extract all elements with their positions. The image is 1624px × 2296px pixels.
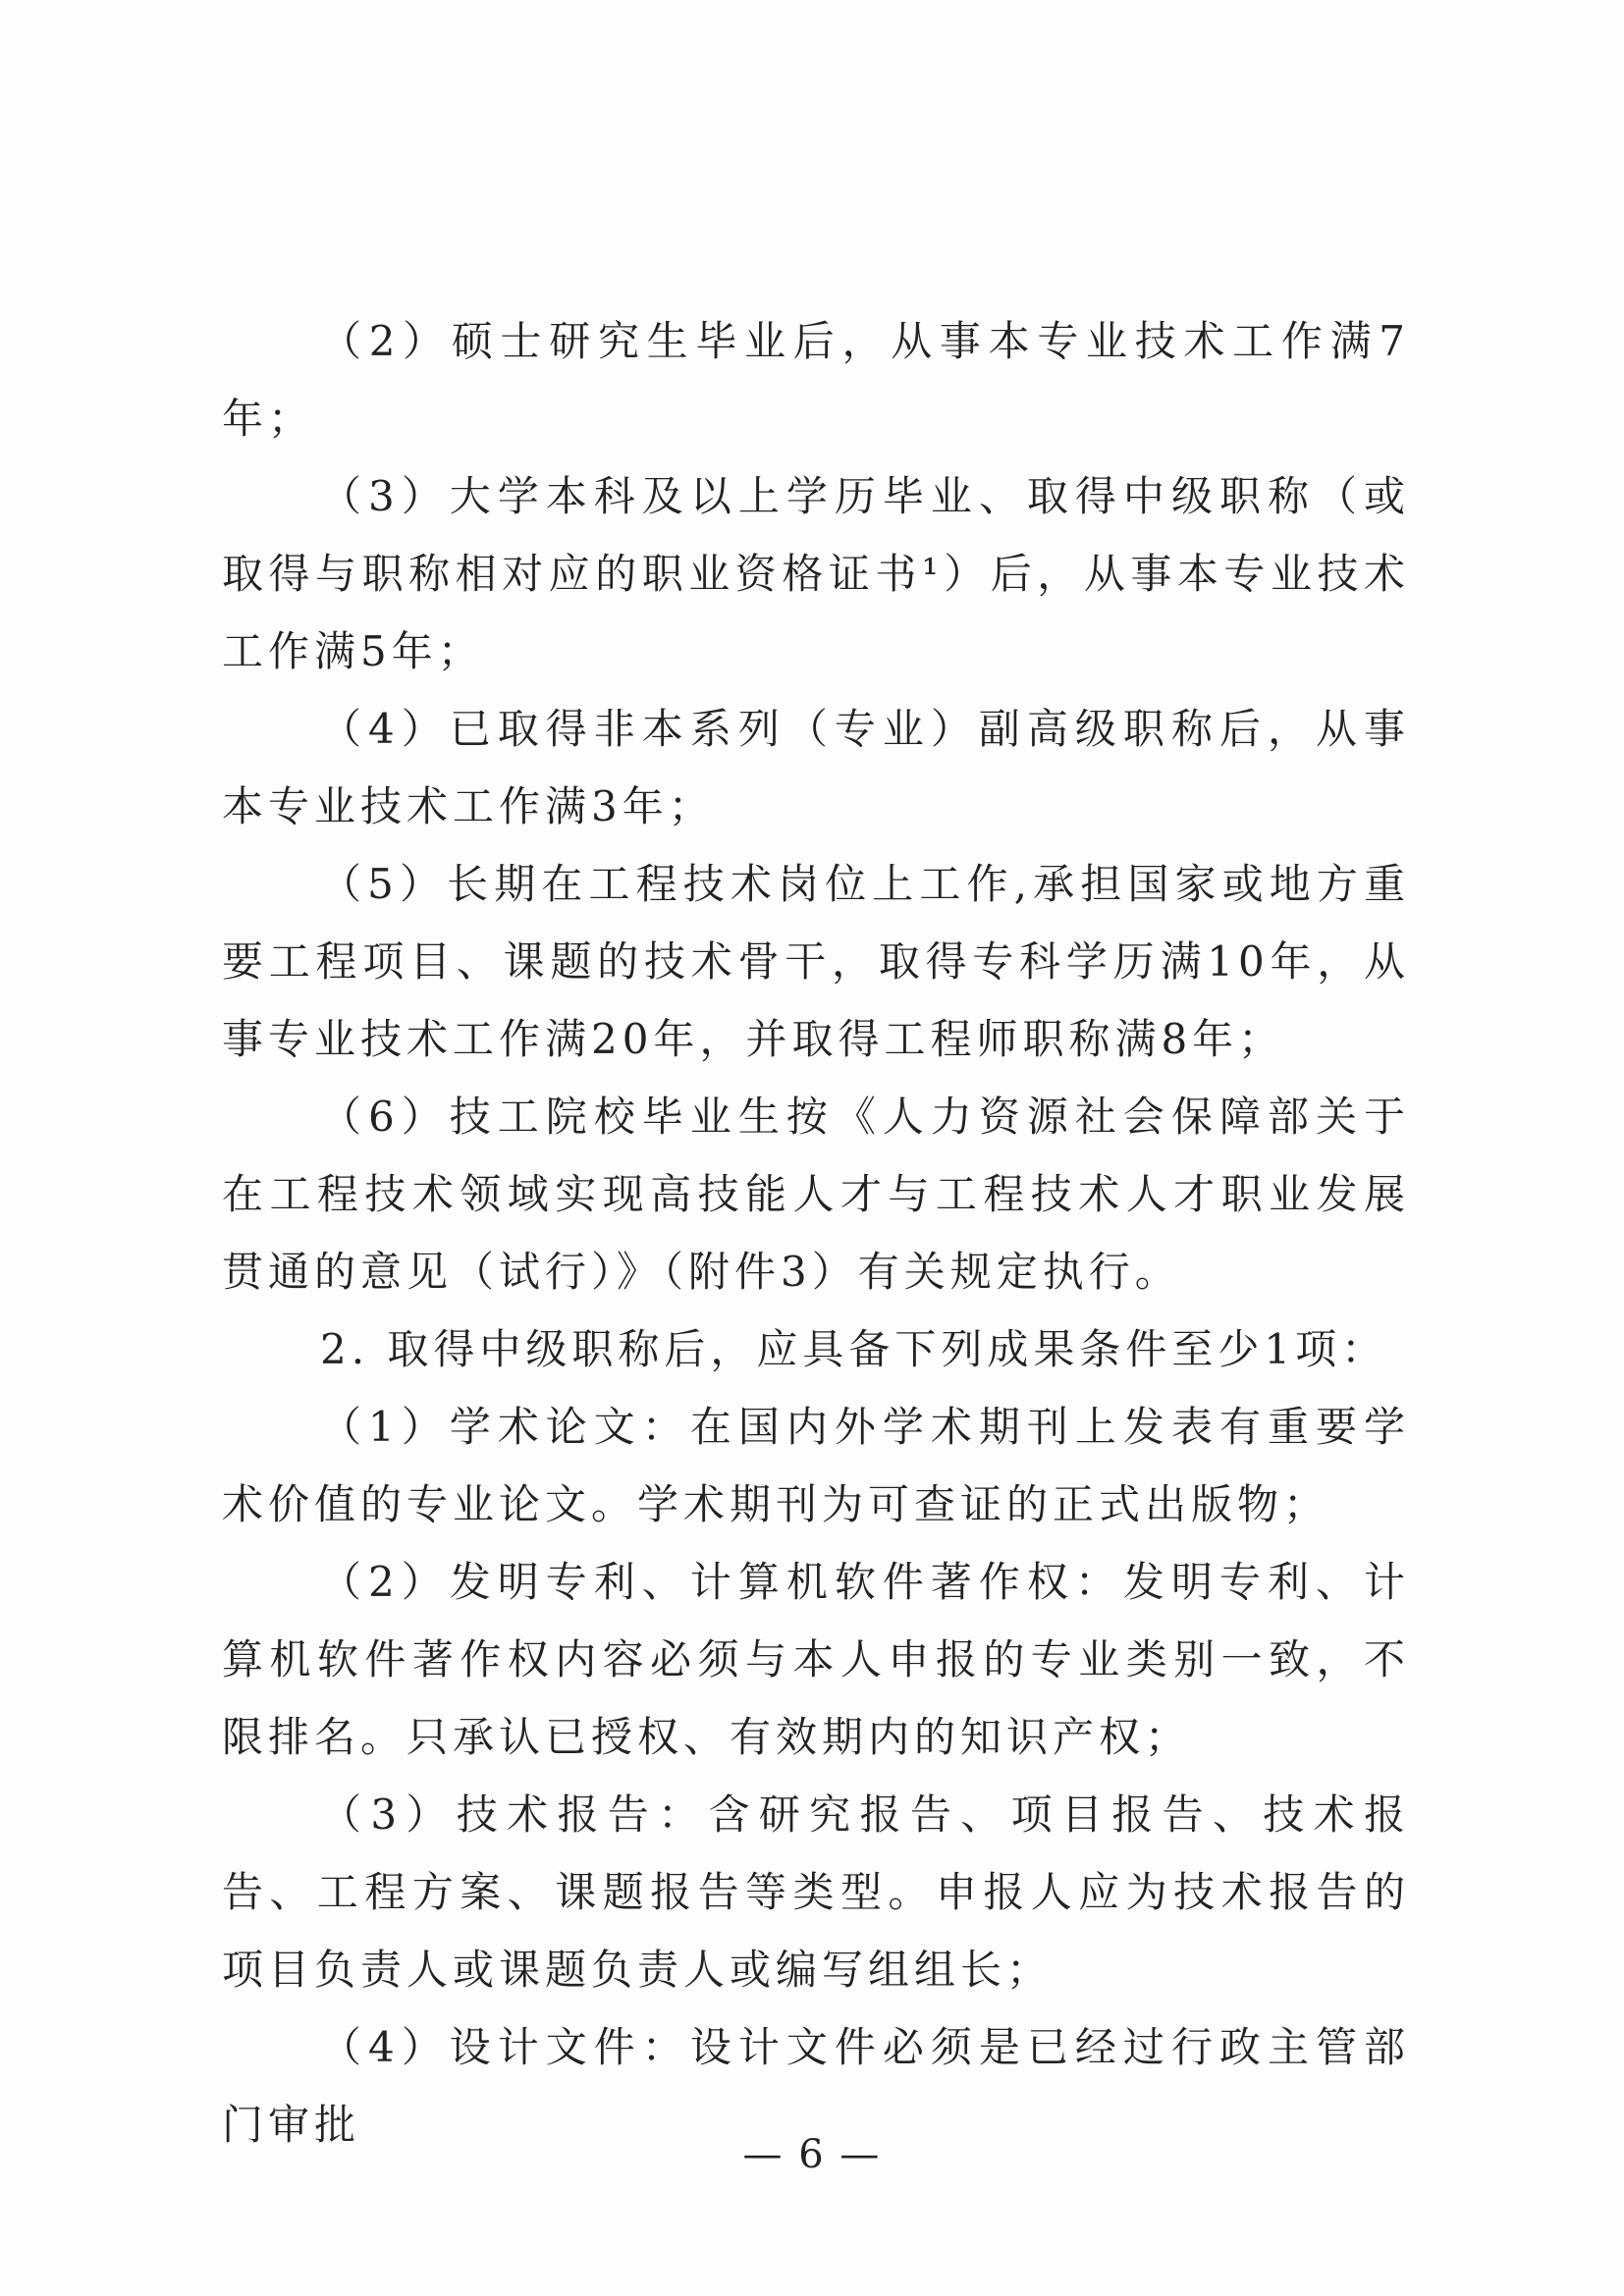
page-number: — 6 — bbox=[742, 2132, 882, 2177]
paragraph: （2）硕士研究生毕业后，从事本专业技术工作满7年； bbox=[222, 317, 1410, 443]
paragraph: （1）学术论文：在国内外学术期刊上发表有重要学术价值的专业论文。学术期刊为可查证的正式出版物； bbox=[222, 1403, 1410, 1528]
paragraph: （3）技术报告：含研究报告、项目报告、技术报告、工程方案、课题报告等类型。申报人应为技术报告的项目负责人或课题负责人或编写组组长； bbox=[222, 1790, 1410, 1994]
paragraph: （3）大学本科及以上学历毕业、取得中级职称（或取得与职称相对应的职业资格证书¹）后，从事本专业技术工作满5年； bbox=[222, 472, 1410, 675]
document-body bbox=[222, 302, 1410, 2163]
paragraph: （5）长期在工程技术岗位上工作,承担国家或地方重要工程项目、课题的技术骨干，取得专科学历满10年，从事专业技术工作满20年，并取得工程师职称满8年； bbox=[222, 860, 1410, 1063]
paragraph: （6）技工院校毕业生按《人力资源社会保障部关于在工程技术领域实现高技能人才与工程技术人才职业发展贯通的意见（试行）》（附件3）有关规定执行。 bbox=[222, 1093, 1410, 1296]
paragraph: 2. 取得中级职称后，应具备下列成果条件至少1项： bbox=[320, 1325, 1388, 1373]
paragraph: （4）已取得非本系列（专业）副高级职称后，从事本专业技术工作满3年； bbox=[222, 705, 1410, 830]
paragraph: （2）发明专利、计算机软件著作权：发明专利、计算机软件著作权内容必须与本人申报的专业类别一致，不限排名。只承认已授权、有效期内的知识产权； bbox=[222, 1558, 1410, 1761]
paragraph: （4）设计文件：设计文件必须是已经过行政主管部门审批 bbox=[222, 2023, 1410, 2149]
